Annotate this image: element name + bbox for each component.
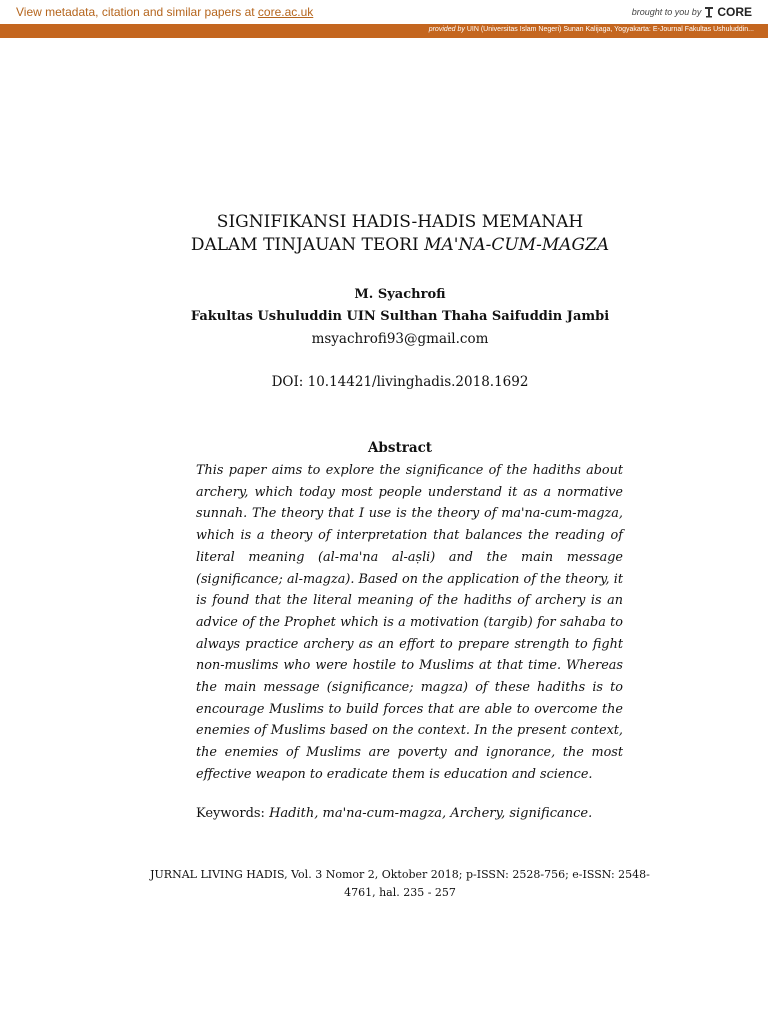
core-logo-icon [704, 6, 714, 18]
provided-by-bar [0, 24, 768, 38]
keywords [196, 806, 592, 821]
author-affiliation: Fakultas Ushuluddin UIN Sulthan Thaha Saifuddin Jambi [190, 309, 610, 324]
paper-title-line2 [100, 234, 700, 257]
author-name: M. Syachrofi [354, 287, 446, 302]
provided-by-italic: provided by [428, 26, 465, 33]
abstract-heading: Abstract [367, 440, 433, 456]
doi: DOI: 10.14421/livinghadis.2018.1692 [271, 374, 529, 390]
core-link-prefix: View metadata, citation and similar papers at [16, 5, 258, 19]
paper-title-line1: SIGNIFIKANSI HADIS-HADIS MEMANAH [216, 212, 584, 232]
keywords-label: Keywords: [196, 806, 270, 821]
author-email: msyachrofi93@gmail.com [311, 331, 489, 347]
paper-title-line2-italic: MA'NA-CUM-MAGZA [424, 235, 610, 255]
provided-by-text [429, 26, 754, 33]
abstract-text: This paper aims to explore the significance of the hadiths about archery, which today most people understand it as a normative sunnah. The theory that I use is the theory of ma'na-cum-magza, which is a theory of interpretation that balances the reading of literal meaning (al-ma'na al-aṣli) and the main message (significance; al-magza). Based on the application of the theory, it is found that the literal meaning of the hadiths of archery is an advice of the Prophet which is a motivation (targib) for sahaba to always practice archery as an effort to prepare strength to fight non-muslims who were hostile to Muslims at that time. Whereas the main message (significance; magza) of these hadiths is to encourage Muslims to build forces that are able to overcome the enemies of Muslims based on the context. In the present context, the enemies of Muslims are poverty and ignorance, the most effective weapon to eradicate them is education and science. [196, 463, 623, 782]
core-link-text[interactable]: core.ac.uk [257, 5, 314, 19]
provided-by-source: UIN (Universitas Islam Negeri) Sunan Kalijaga, Yogyakarta: E-Journal Fakultas Ushuluddin... [464, 26, 754, 33]
brought-by-label: brought to you by [631, 7, 702, 17]
core-banner [0, 0, 768, 25]
keywords-list: Hadith, ma'na-cum-magza, Archery, significance. [269, 806, 593, 821]
paper-title-line2-prefix: DALAM TINJAUAN TEORI [190, 235, 425, 255]
core-metadata-link[interactable] [16, 5, 313, 19]
core-brought-by[interactable] [632, 5, 752, 19]
core-logo-text: CORE [717, 5, 752, 19]
journal-footer: JURNAL LIVING HADIS, Vol. 3 Nomor 2, Oktober 2018; p-ISSN: 2528-756; e-ISSN: 2548-4761, hal. 235 - 257 [150, 868, 650, 899]
